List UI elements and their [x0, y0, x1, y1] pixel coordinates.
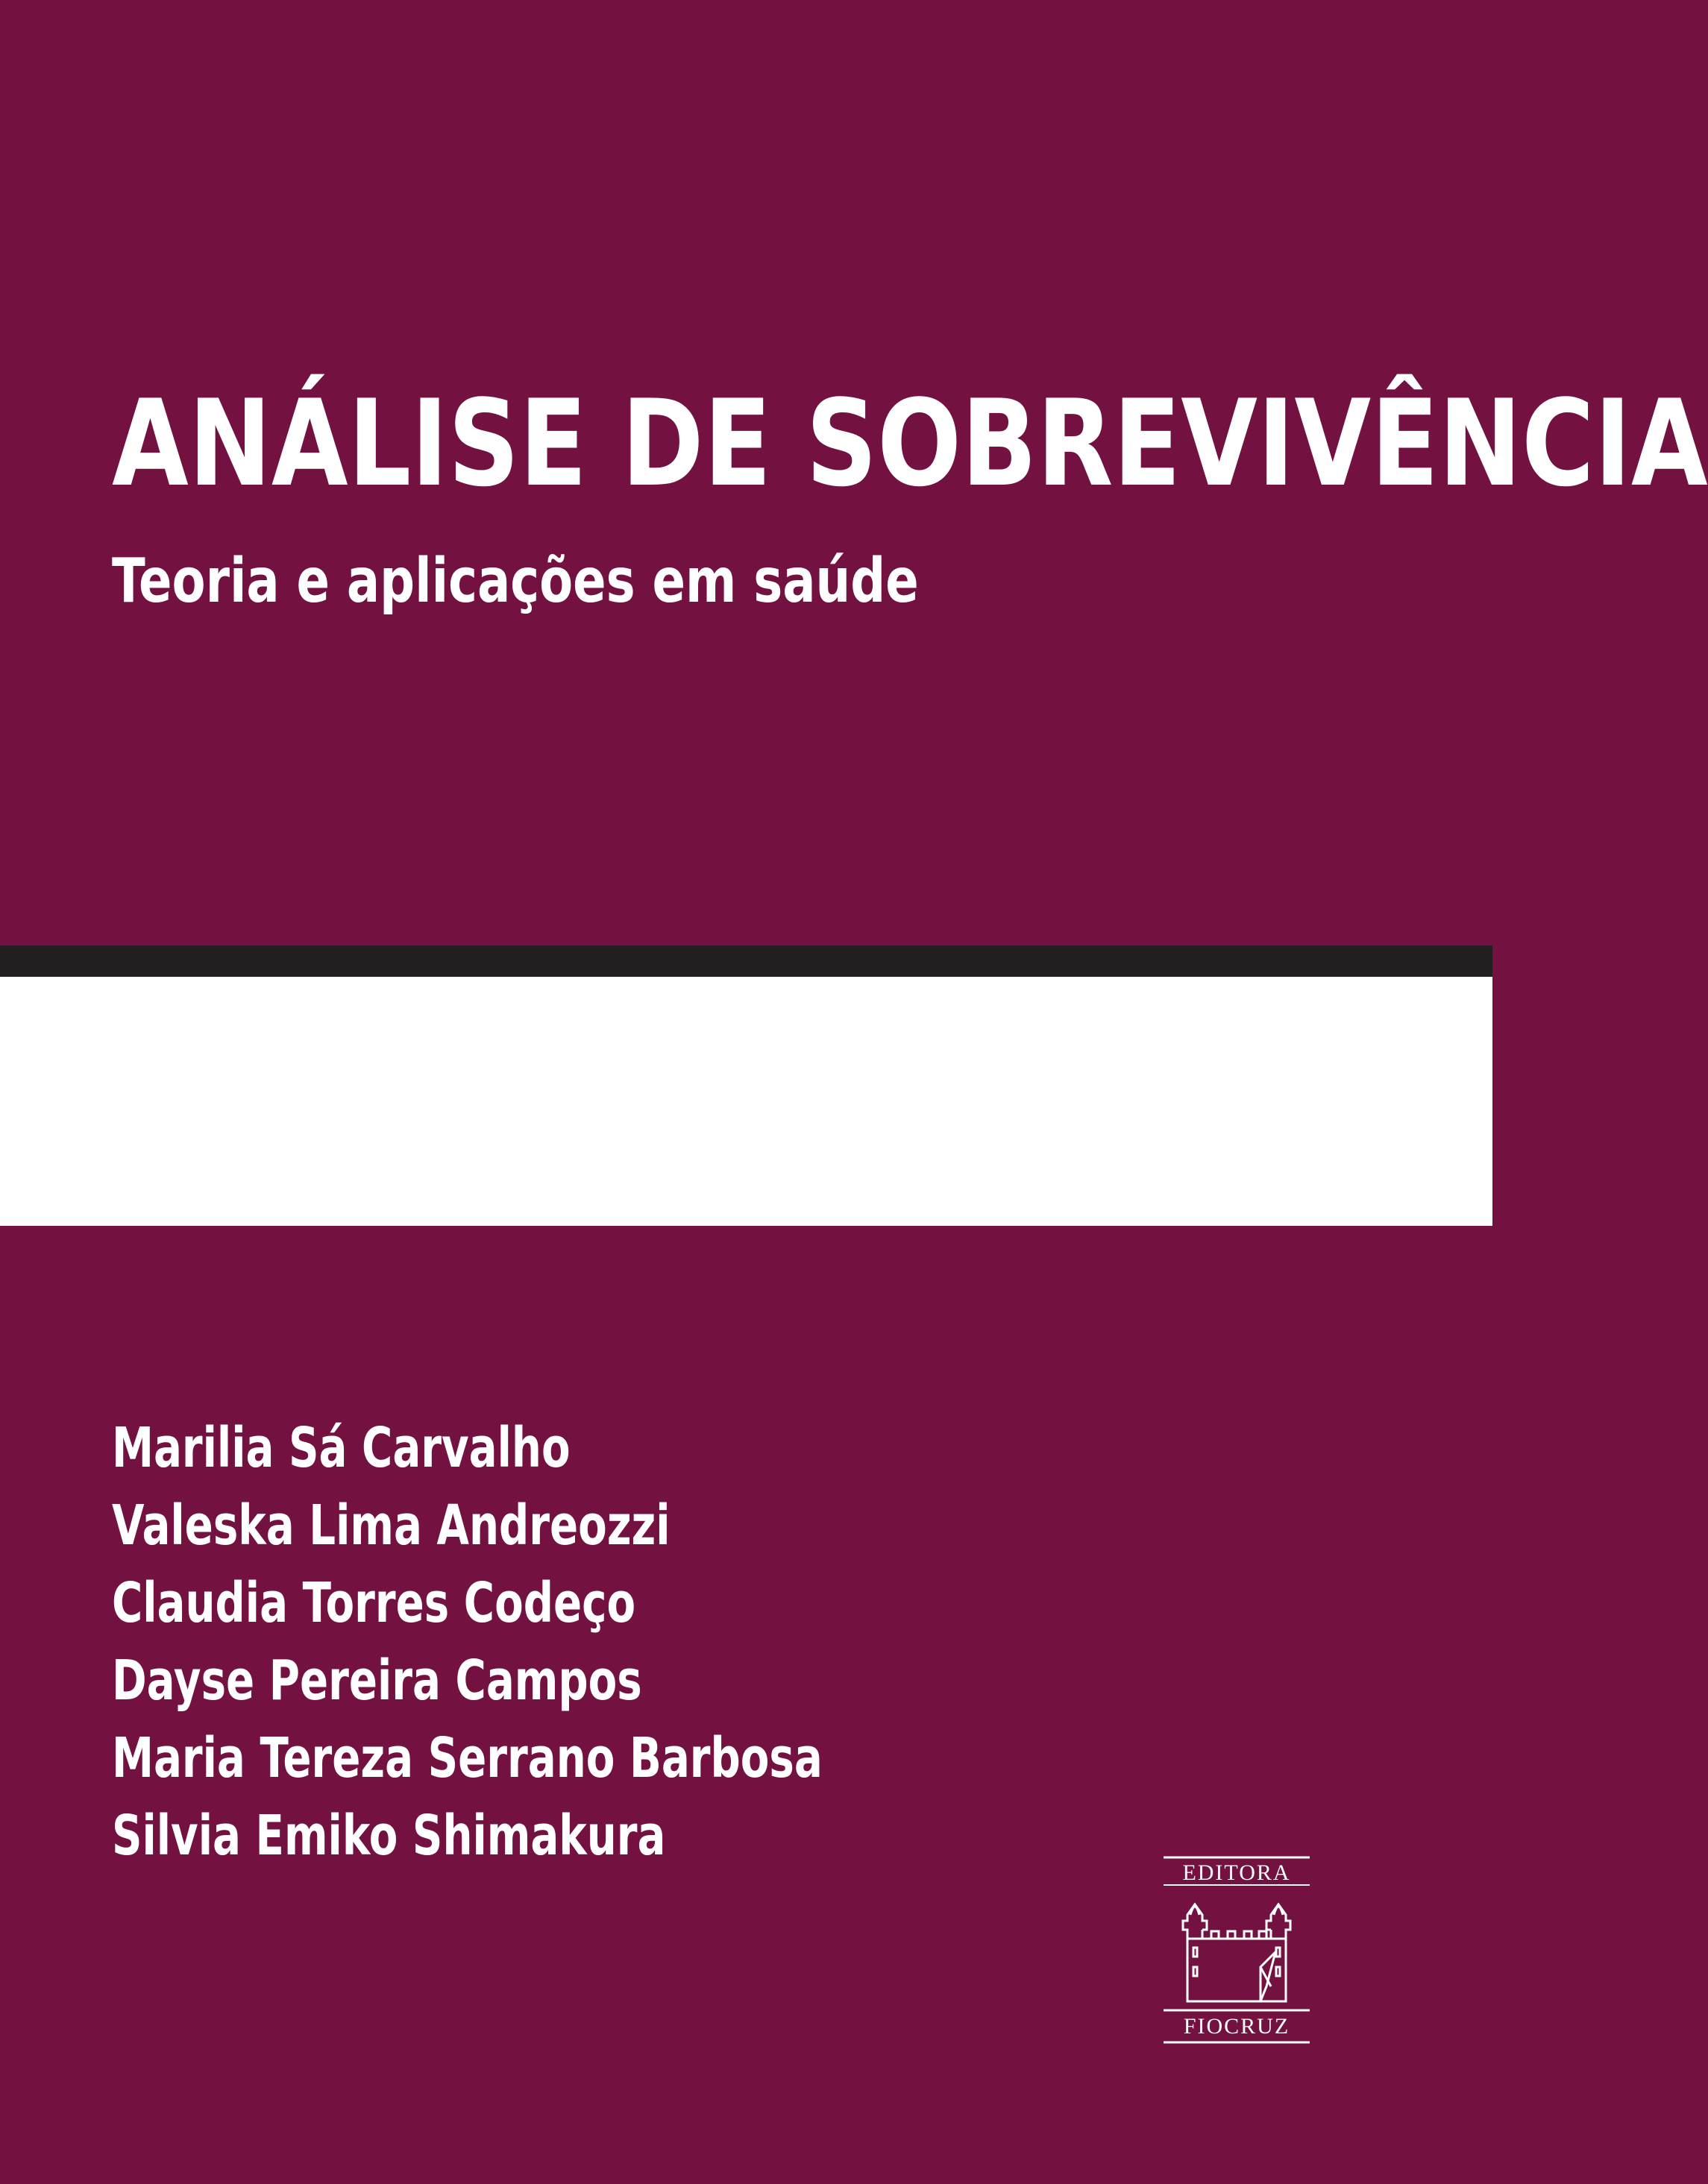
- author-list: [112, 1409, 1047, 1875]
- publisher-name-top: EDITORA: [1182, 1860, 1291, 1885]
- book-title: ANÁLISE DE SOBREVIVÊNCIA: [112, 374, 1708, 513]
- white-stripe: [0, 977, 1492, 1226]
- author-name: Marilia Sá Carvalho: [112, 1416, 571, 1480]
- author-name: Silvia Emiko Shimakura: [112, 1804, 666, 1868]
- dark-stripe: [0, 945, 1492, 977]
- publisher-logo: [1162, 1855, 1311, 2045]
- book-subtitle: Teoria e aplicações em saúde: [112, 546, 919, 617]
- author-name: Valeska Lima Andreozzi: [112, 1494, 671, 1558]
- author-name: Claudia Torres Codeço: [112, 1571, 636, 1635]
- publisher-name-bottom: FIOCRUZ: [1183, 2014, 1290, 2039]
- author-name: Dayse Pereira Campos: [112, 1649, 642, 1713]
- author-name: Maria Tereza Serrano Barbosa: [112, 1726, 823, 1790]
